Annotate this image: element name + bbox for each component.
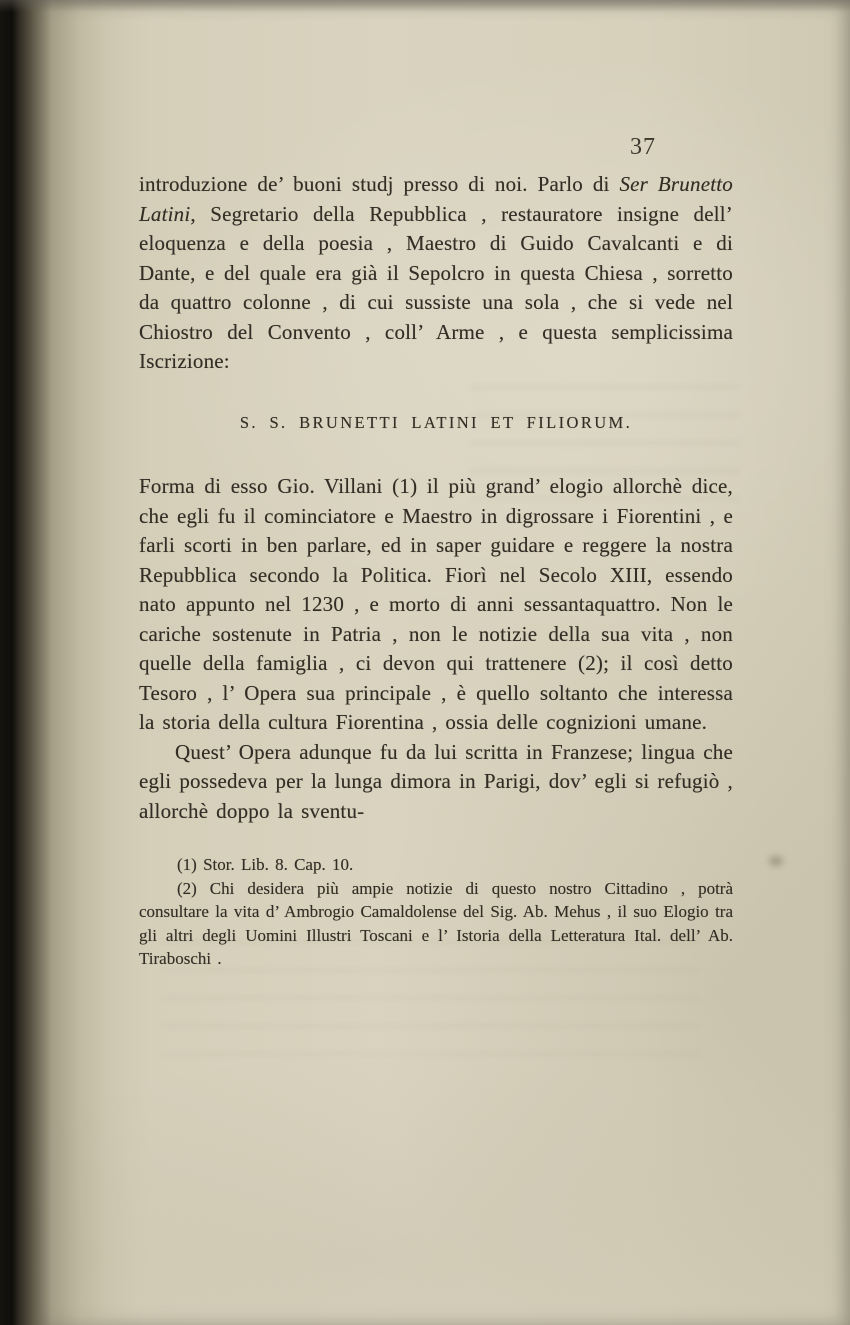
footnote-2: (2) Chi desidera più ampie notizie di questo nostro Cittadino , potrà consultare la vita d’ Ambrogio Camaldolense del Sig. Ab. Mehus , il suo Elogio tra gli altri degli Uomini Illustri Toscani e l’ Istoria della Letteratura Ital. dell’ Ab. Tiraboschi .	[139, 878, 733, 968]
author-name-italic: Ser Brunetto Latini	[139, 172, 733, 226]
paragraph-1	[139, 170, 733, 377]
book-binding-edge	[0, 0, 130, 1325]
paragraph-2: Forma di esso Gio. Villani (1) il più grand’ elogio allorchè dice, che egli fu il cominciatore e Maestro in digrossare i Fiorentini , e farli scorti in ben parlare, ed in saper guidare e reggere la nostra Repubblica secondo la Politica. Fiorì nel Secolo XIII, essendo nato appunto nel 1230 , e morto di anni sessantaquattro. Non le cariche sostenute in Patria , non le notizie della sua vita , non quelle della famiglia , ci devon qui trattenere (2); il così detto Tesoro , l’ Opera sua principale , è quello soltanto che interessa la storia della cultura Fiorentina , ossia delle cognizioni umane.	[139, 474, 733, 734]
latin-inscription: S. S. BRUNETTI LATINI ET FILIORUM.	[239, 412, 633, 432]
scan-top-edge-shadow	[0, 0, 850, 12]
paragraph-1-lead: introduzione de’ buoni studj presso di noi. Parlo di	[139, 172, 620, 196]
page-number: 37	[630, 134, 656, 160]
footnotes	[139, 853, 733, 971]
footnote-1: (1) Stor. Lib. 8. Cap. 10.	[177, 855, 354, 874]
paragraph-1-rest: , Segretario della Repubblica , restauratore insigne dell’ eloquenza e della poesia , Maestro di Guido Cavalcanti e di Dante, e del quale era già il Sepolcro in questa Chiesa , sorretto da quattro colonne , di cui sussiste una sola , che si vede nel Chiostro del Convento , coll’ Arme , e questa semplicissima Iscrizione:	[139, 201, 733, 373]
paragraph-3: Quest’ Opera adunque fu da lui scritta in Franzese; lingua che egli possedeva per la lunga dimora in Parigi, dov’ egli si refugiò , allorchè doppo la sventu-	[139, 739, 733, 823]
text-column	[139, 170, 733, 971]
